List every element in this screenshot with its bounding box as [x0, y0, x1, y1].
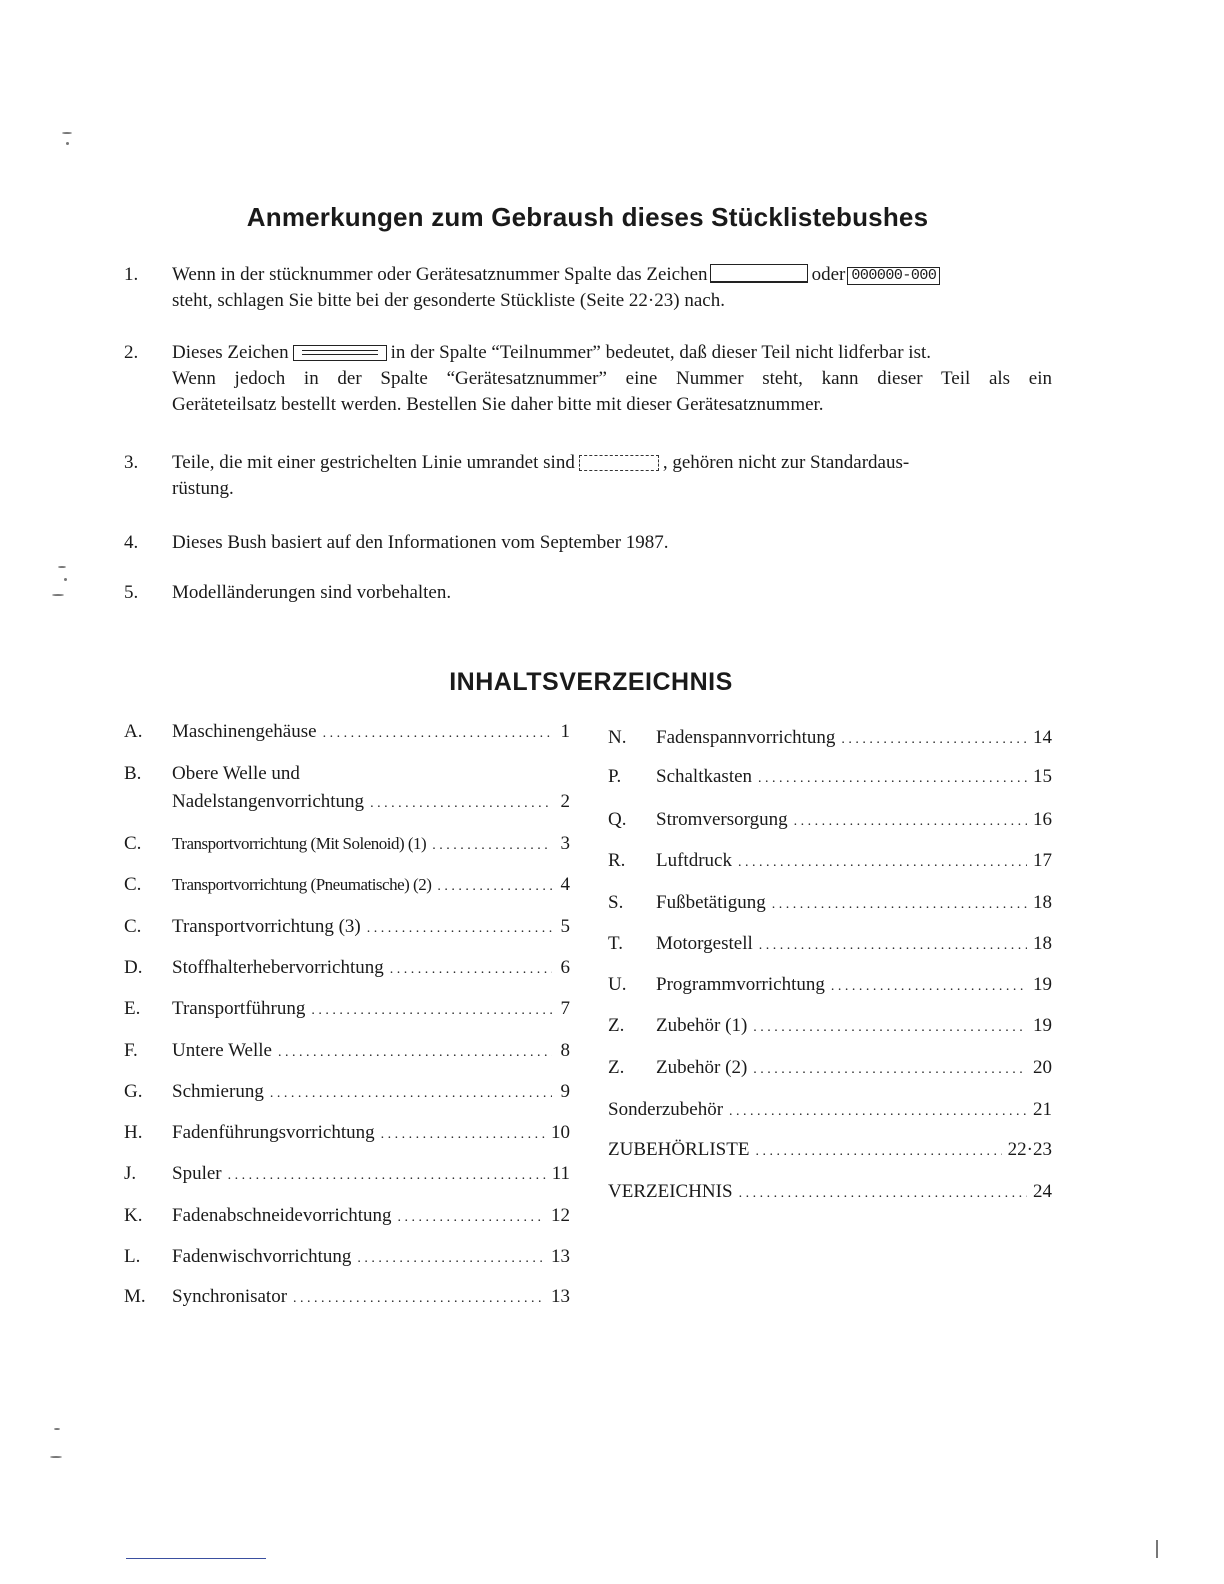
- note-text: in der Spalte “Teilnummer” bedeutet, daß dieser Teil nicht lidferbar ist.: [390, 342, 932, 363]
- toc-page: 7: [560, 998, 570, 1019]
- toc-leader: [390, 954, 552, 984]
- toc-page: 13: [551, 1246, 570, 1267]
- toc-page: 6: [560, 957, 570, 978]
- note-number: 5.: [124, 582, 139, 603]
- toc-letter: U.: [608, 974, 627, 995]
- note-text: Teile, die mit einer gestrichelten Linie umrandet sind: [172, 452, 575, 473]
- toc-leader: [755, 1136, 1001, 1166]
- scan-speck: [50, 1456, 62, 1458]
- toc-letter: N.: [608, 727, 627, 748]
- toc-name: Schmierung: [172, 1081, 264, 1102]
- toc-name: ZUBEHÖRLISTE: [608, 1139, 750, 1160]
- note-number: 3.: [124, 452, 139, 473]
- toc-leader: [370, 788, 552, 818]
- toc-name: Schaltkasten: [656, 766, 753, 787]
- toc-letter: Q.: [608, 809, 627, 830]
- toc-letter: G.: [124, 1081, 143, 1102]
- solid-box-symbol: [710, 264, 808, 283]
- note-text: , gehören nicht zur Standardaus-: [662, 452, 910, 473]
- toc-page: 2: [560, 791, 570, 812]
- code-box-symbol: 000000-000: [847, 267, 940, 285]
- toc-letter: Z.: [608, 1057, 625, 1078]
- note-text: Modelländerungen sind vorbehalten.: [172, 582, 452, 603]
- toc-letter: K.: [124, 1205, 143, 1226]
- toc-leader: [739, 1178, 1027, 1208]
- toc-name: VERZEICHNIS: [608, 1181, 733, 1202]
- toc-page: 22·23: [1007, 1139, 1052, 1160]
- toc-leader: [228, 1160, 546, 1190]
- toc-page: 8: [560, 1040, 570, 1061]
- scan-speck: [1156, 1540, 1158, 1558]
- toc-page: 4: [560, 874, 570, 895]
- toc-page: 21: [1033, 1099, 1052, 1120]
- toc-letter: J.: [124, 1163, 137, 1184]
- toc-leader: [758, 763, 1027, 793]
- toc-name: Synchronisator: [172, 1286, 288, 1307]
- toc-name-line1: Obere Welle und: [172, 763, 300, 784]
- toc-page: 16: [1033, 809, 1052, 830]
- note-1: [124, 262, 1054, 318]
- toc-letter: M.: [124, 1286, 146, 1307]
- toc-name: Programmvorrichtung: [656, 974, 825, 995]
- toc-letter: L.: [124, 1246, 141, 1267]
- toc-letter: A.: [124, 721, 143, 742]
- scan-speck: [52, 594, 64, 596]
- note-text: Wenn in der stücknummer oder Gerätesatznummer Spalte das Zeichen: [172, 264, 708, 285]
- toc-leader: [831, 971, 1027, 1001]
- toc-leader: [397, 1202, 545, 1232]
- toc-name: Spuler: [172, 1163, 222, 1184]
- toc-leader: [738, 847, 1027, 877]
- scan-speck: [66, 142, 69, 145]
- toc-title: INHALTSVERZEICHNIS: [449, 668, 733, 696]
- toc-name: Zubehör (1): [656, 1015, 748, 1036]
- toc-leader: [753, 1012, 1027, 1042]
- toc-leader: [437, 871, 552, 901]
- note-text: oder: [811, 264, 846, 285]
- scan-speck: [64, 578, 67, 581]
- toc-leader: [432, 830, 552, 860]
- toc-name: Fadenführungsvorrichtung: [172, 1122, 375, 1143]
- toc-page: 18: [1033, 892, 1052, 913]
- toc-leader: [772, 889, 1027, 919]
- note-number: 1.: [124, 264, 139, 285]
- toc-leader: [311, 995, 552, 1025]
- toc-leader: [381, 1119, 545, 1149]
- toc-leader: [753, 1054, 1027, 1084]
- toc-name: Nadelstangenvorrichtung: [172, 791, 365, 812]
- note-3: [124, 450, 1054, 506]
- note-4: [124, 530, 1054, 558]
- toc-letter: E.: [124, 998, 141, 1019]
- toc-letter: B.: [124, 763, 142, 784]
- toc-leader: [278, 1037, 552, 1067]
- scan-speck: [62, 132, 72, 134]
- dashed-box-symbol: [579, 455, 659, 471]
- toc-name: Transportvorrichtung (Mit Solenoid) (1): [172, 834, 427, 853]
- toc-page: 1: [560, 721, 570, 742]
- toc-letter: H.: [124, 1122, 143, 1143]
- toc-letter: F.: [124, 1040, 138, 1061]
- toc-name: Fadenspannvorrichtung: [656, 727, 836, 748]
- toc-page: 14: [1033, 727, 1052, 748]
- toc-page: 10: [551, 1122, 570, 1143]
- toc-leader: [357, 1243, 545, 1273]
- note-text: Wenn jedoch in der Spalte “Gerätesatznummer” eine Nummer steht, kann dieser Teil als ein: [172, 368, 1052, 389]
- toc-page: 3: [560, 833, 570, 854]
- toc-letter: D.: [124, 957, 143, 978]
- toc-leader: [367, 913, 552, 943]
- toc-name: Luftdruck: [656, 850, 732, 871]
- toc-name: Stoffhalterhebervorrichtung: [172, 957, 384, 978]
- toc-name: Zubehör (2): [656, 1057, 748, 1078]
- toc-page: 17: [1033, 850, 1052, 871]
- page-title: Anmerkungen zum Gebraush dieses Stücklistebushes: [246, 202, 929, 232]
- toc-leader: [323, 718, 552, 748]
- toc-name: Fadenwischvorrichtung: [172, 1246, 352, 1267]
- toc-leader: [293, 1283, 545, 1313]
- toc-letter: T.: [608, 933, 623, 954]
- toc-letter: Z.: [608, 1015, 625, 1036]
- toc-letter: R.: [608, 850, 626, 871]
- footer-rule: [126, 1558, 266, 1559]
- toc-name: Transportvorrichtung (Pneumatische) (2): [172, 875, 432, 894]
- toc-page: 5: [560, 916, 570, 937]
- toc-name: Sonderzubehör: [608, 1099, 724, 1120]
- note-number: 4.: [124, 532, 139, 553]
- toc-letter: C.: [124, 833, 142, 854]
- note-text: Dieses Bush basiert auf den Informationen vom September 1987.: [172, 532, 669, 553]
- toc-page: 24: [1033, 1181, 1052, 1202]
- toc-name: Transportführung: [172, 998, 306, 1019]
- toc-leader: [794, 806, 1027, 836]
- toc-page: 18: [1033, 933, 1052, 954]
- note-2: [124, 340, 1054, 424]
- toc-letter: P.: [608, 766, 622, 787]
- note-text: rüstung.: [172, 478, 234, 499]
- toc-page: 15: [1033, 766, 1052, 787]
- note-text: Dieses Zeichen: [172, 342, 289, 363]
- toc-name: Transportvorrichtung (3): [172, 916, 361, 937]
- toc-letter: C.: [124, 874, 142, 895]
- note-text: Geräteteilsatz bestellt werden. Bestellen Sie daher bitte mit dieser Gerätesatznummer.: [172, 394, 824, 415]
- double-line-box-symbol: [293, 345, 387, 361]
- toc-name: Maschinengehäuse: [172, 721, 317, 742]
- toc-page: 11: [551, 1163, 570, 1184]
- scan-speck: [58, 566, 66, 568]
- toc-name: Stromversorgung: [656, 809, 788, 830]
- toc-letter: C.: [124, 916, 142, 937]
- toc-leader: [729, 1096, 1027, 1126]
- toc-page: 13: [551, 1286, 570, 1307]
- scan-speck: [54, 1428, 60, 1430]
- toc-page: 12: [551, 1205, 570, 1226]
- note-number: 2.: [124, 342, 139, 363]
- toc-leader: [759, 930, 1027, 960]
- toc-leader: [841, 724, 1027, 754]
- toc-letter: S.: [608, 892, 624, 913]
- toc-name: Untere Welle: [172, 1040, 272, 1061]
- toc-leader: [270, 1078, 552, 1108]
- toc-page: 20: [1033, 1057, 1052, 1078]
- toc-page: 19: [1033, 1015, 1052, 1036]
- toc-name: Fadenabschneidevorrichtung: [172, 1205, 392, 1226]
- toc-name: Motorgestell: [656, 933, 753, 954]
- toc-name: Fußbetätigung: [656, 892, 766, 913]
- note-5: [124, 580, 1054, 608]
- toc-page: 19: [1033, 974, 1052, 995]
- note-text: steht, schlagen Sie bitte bei der gesonderte Stückliste (Seite 22·23) nach.: [172, 290, 725, 311]
- toc-page: 9: [560, 1081, 570, 1102]
